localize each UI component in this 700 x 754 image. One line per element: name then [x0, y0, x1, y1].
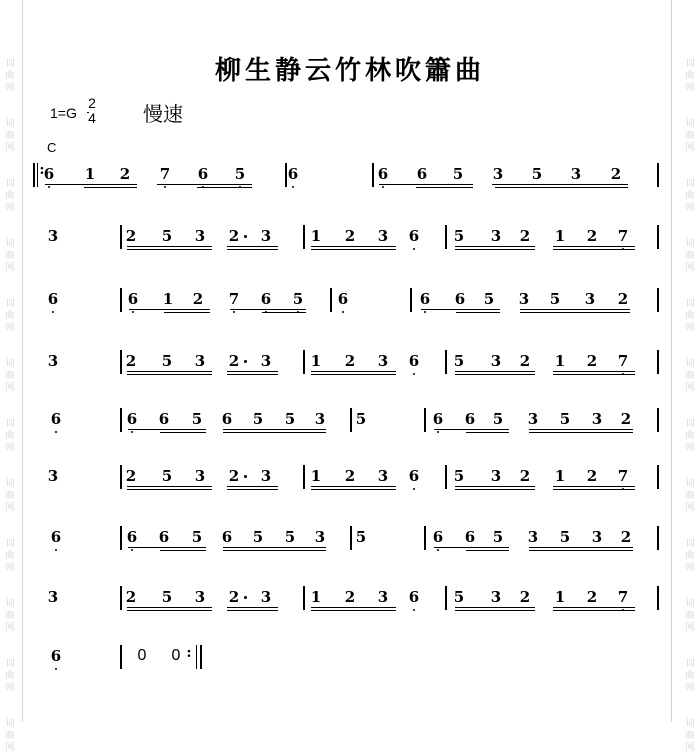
right-page-edge: [671, 0, 672, 722]
barline: [657, 465, 659, 489]
beam-underline: [553, 374, 635, 375]
lower-octave-dot: [424, 311, 426, 313]
jianpu-note: 5: [284, 410, 296, 428]
jianpu-note: 6: [419, 290, 431, 308]
lower-octave-dot: [55, 431, 57, 433]
watermark-text: 词 曲 网: [5, 359, 15, 393]
jianpu-note: 1: [310, 588, 322, 606]
jianpu-note: 2: [586, 588, 598, 606]
barline: [303, 350, 305, 374]
watermark-text: 词 曲 网: [5, 299, 15, 333]
rest-note: 0: [171, 647, 181, 664]
jianpu-note: 6: [287, 165, 299, 183]
jianpu-note: 1: [554, 588, 566, 606]
jianpu-note: 2: [519, 227, 531, 245]
barline: [120, 350, 122, 374]
beam-underline: [127, 371, 212, 372]
beam-underline: [227, 249, 278, 250]
jianpu-note: 1: [554, 352, 566, 370]
beam-underline: [553, 246, 635, 247]
watermark-text: 词 曲 网: [5, 539, 15, 573]
lower-octave-dot: [164, 186, 166, 188]
jianpu-note: 2: [519, 588, 531, 606]
watermark-text: 词 曲 网: [685, 479, 695, 513]
jianpu-note: 3: [314, 410, 326, 428]
beam-underline: [311, 607, 396, 608]
jianpu-note: 5: [284, 528, 296, 546]
barline: [657, 225, 659, 249]
beam-underline: [455, 610, 535, 611]
barline: [445, 586, 447, 610]
lower-octave-dot: [131, 549, 133, 551]
watermark-text: 词 曲 网: [685, 419, 695, 453]
barline: [445, 225, 447, 249]
beam-underline: [434, 547, 509, 548]
jianpu-note: 3: [377, 352, 389, 370]
beam-underline: [127, 489, 212, 490]
jianpu-note: 6: [126, 410, 138, 428]
beam-underline: [495, 187, 628, 188]
jianpu-note: 5: [252, 528, 264, 546]
jianpu-note: 5: [191, 410, 203, 428]
jianpu-note: 6: [197, 165, 209, 183]
jianpu-note: 6: [260, 290, 272, 308]
jianpu-note: 5: [452, 165, 464, 183]
jianpu-note: 6: [126, 528, 138, 546]
beam-underline: [160, 550, 206, 551]
jianpu-note: 3: [518, 290, 530, 308]
time-signature-denominator: 4: [88, 110, 96, 126]
watermark-text: 词 曲 网: [5, 179, 15, 213]
jianpu-note: 2: [344, 352, 356, 370]
jianpu-note: 1: [310, 467, 322, 485]
jianpu-note: 3: [591, 528, 603, 546]
jianpu-note: 3: [490, 227, 502, 245]
beam-underline: [160, 432, 206, 433]
jianpu-note: 7: [617, 588, 629, 606]
chord-label: C: [47, 140, 57, 155]
jianpu-note: 2: [617, 290, 629, 308]
barline: [657, 350, 659, 374]
jianpu-note: 3: [194, 352, 206, 370]
lower-octave-dot: [413, 248, 415, 250]
repeat-start-dots: :: [39, 162, 45, 178]
jianpu-note: 3: [47, 227, 59, 245]
watermark-text: 词 曲 网: [685, 179, 695, 213]
beam-underline: [553, 607, 635, 608]
jianpu-note: 3: [194, 588, 206, 606]
jianpu-note: 6: [408, 227, 420, 245]
beam-underline: [455, 246, 535, 247]
jianpu-note: 6: [50, 528, 62, 546]
barline: [424, 408, 426, 432]
beam-underline: [311, 489, 396, 490]
beam-underline: [553, 371, 635, 372]
augmentation-dot: [244, 475, 247, 478]
jianpu-note: 2: [586, 352, 598, 370]
jianpu-note: 1: [554, 227, 566, 245]
jianpu-note: 5: [355, 528, 367, 546]
beam-underline: [227, 489, 278, 490]
tempo-marking: 慢速: [143, 102, 183, 126]
lower-octave-dot: [413, 609, 415, 611]
beam-underline: [157, 184, 252, 185]
lower-octave-dot: [55, 549, 57, 551]
barline: [303, 586, 305, 610]
beam-underline: [492, 184, 628, 185]
barline: [120, 586, 122, 610]
beam-underline: [129, 309, 210, 310]
jianpu-note: 2: [344, 467, 356, 485]
jianpu-note: 7: [228, 290, 240, 308]
beam-underline: [311, 486, 396, 487]
jianpu-note: 3: [490, 588, 502, 606]
key-signature: 1=G: [50, 105, 77, 121]
jianpu-note: 3: [260, 588, 272, 606]
jianpu-note: 6: [408, 467, 420, 485]
jianpu-note: 5: [355, 410, 367, 428]
beam-underline: [223, 432, 326, 433]
beam-underline: [529, 550, 633, 551]
beam-underline: [127, 249, 212, 250]
jianpu-note: 3: [490, 352, 502, 370]
jianpu-note: 5: [483, 290, 495, 308]
barline: [445, 465, 447, 489]
watermark-text: 词 曲 网: [685, 659, 695, 693]
augmentation-dot: [244, 596, 247, 599]
beam-underline: [227, 610, 278, 611]
jianpu-note: 2: [586, 227, 598, 245]
jianpu-note: 6: [416, 165, 428, 183]
jianpu-note: 1: [162, 290, 174, 308]
beam-underline: [164, 312, 210, 313]
beam-underline: [456, 312, 500, 313]
watermark-text: 词 曲 网: [685, 539, 695, 573]
jianpu-note: 5: [453, 588, 465, 606]
watermark-text: 词 曲 网: [685, 299, 695, 333]
watermark-text: 词 曲 网: [5, 59, 15, 93]
jianpu-note: 3: [490, 467, 502, 485]
barline: [424, 526, 426, 550]
jianpu-note: 3: [377, 588, 389, 606]
lower-octave-dot: [437, 431, 439, 433]
jianpu-note: 2: [586, 467, 598, 485]
beam-underline: [311, 610, 396, 611]
jianpu-note: 6: [464, 528, 476, 546]
jianpu-note: 5: [559, 528, 571, 546]
watermark-text: 词 曲 网: [685, 119, 695, 153]
jianpu-note: 6: [377, 165, 389, 183]
beam-underline: [127, 610, 212, 611]
jianpu-note: 1: [310, 227, 322, 245]
time-signature-bar: [87, 112, 89, 113]
jianpu-note: 5: [453, 352, 465, 370]
jianpu-note: 2: [125, 227, 137, 245]
beam-underline: [223, 547, 326, 548]
beam-underline: [553, 486, 635, 487]
watermark-text: 词 曲 网: [5, 599, 15, 633]
jianpu-note: 5: [161, 227, 173, 245]
barline: [303, 225, 305, 249]
jianpu-note: 3: [591, 410, 603, 428]
lower-octave-dot: [382, 186, 384, 188]
jianpu-note: 3: [47, 352, 59, 370]
lower-octave-dot: [233, 311, 235, 313]
jianpu-note: 5: [292, 290, 304, 308]
beam-underline: [230, 309, 306, 310]
lower-octave-dot: [48, 186, 50, 188]
jianpu-note: 2: [228, 467, 240, 485]
jianpu-note: 6: [432, 410, 444, 428]
jianpu-note: 6: [464, 410, 476, 428]
jianpu-note: 1: [84, 165, 96, 183]
lower-octave-dot: [52, 311, 54, 313]
beam-underline: [466, 432, 509, 433]
jianpu-note: 3: [377, 467, 389, 485]
jianpu-note: 6: [454, 290, 466, 308]
jianpu-note: 3: [377, 227, 389, 245]
jianpu-note: 5: [234, 165, 246, 183]
beam-underline: [553, 489, 635, 490]
jianpu-note: 3: [194, 467, 206, 485]
beam-underline: [434, 429, 509, 430]
beam-underline: [529, 432, 633, 433]
barline: [657, 163, 659, 187]
jianpu-note: 3: [584, 290, 596, 308]
watermark-text: 词 曲 网: [685, 719, 695, 753]
jianpu-note: 3: [527, 528, 539, 546]
beam-underline: [553, 249, 635, 250]
beam-underline: [553, 610, 635, 611]
jianpu-note: 2: [125, 588, 137, 606]
jianpu-note: 5: [191, 528, 203, 546]
jianpu-note: 3: [194, 227, 206, 245]
jianpu-note: 7: [617, 227, 629, 245]
watermark-text: 词 曲 网: [685, 239, 695, 273]
jianpu-note: 6: [50, 647, 62, 665]
beam-underline: [379, 184, 473, 185]
watermark-text: 词 曲 网: [685, 59, 695, 93]
watermark-text: 词 曲 网: [685, 599, 695, 633]
barline: [350, 526, 352, 550]
beam-underline: [127, 607, 212, 608]
beam-underline: [529, 429, 633, 430]
lower-octave-dot: [437, 549, 439, 551]
jianpu-note: 5: [492, 410, 504, 428]
jianpu-note: 3: [492, 165, 504, 183]
left-page-edge: [22, 0, 23, 722]
barline: [350, 408, 352, 432]
beam-underline: [227, 486, 278, 487]
jianpu-note: 5: [161, 352, 173, 370]
lower-octave-dot: [413, 488, 415, 490]
time-signature-numerator: 2: [88, 95, 96, 111]
jianpu-note: 2: [519, 467, 531, 485]
beam-underline: [416, 187, 473, 188]
beam-underline: [466, 550, 509, 551]
watermark-text: 词 曲 网: [5, 659, 15, 693]
jianpu-note: 6: [158, 410, 170, 428]
beam-underline: [197, 187, 252, 188]
beam-underline: [128, 429, 206, 430]
beam-underline: [455, 486, 535, 487]
beam-underline: [455, 607, 535, 608]
beam-underline: [227, 607, 278, 608]
beam-underline: [127, 246, 212, 247]
jianpu-note: 6: [221, 410, 233, 428]
augmentation-dot: [244, 235, 247, 238]
jianpu-note: 2: [125, 467, 137, 485]
jianpu-note: 7: [159, 165, 171, 183]
lower-octave-dot: [132, 311, 134, 313]
jianpu-note: 3: [260, 227, 272, 245]
watermark-text: 词 曲 网: [5, 419, 15, 453]
jianpu-note: 5: [252, 410, 264, 428]
repeat-end-thin-barline: [196, 645, 197, 669]
beam-underline: [520, 312, 630, 313]
beam-underline: [45, 184, 137, 185]
jianpu-note: 5: [549, 290, 561, 308]
jianpu-note: 6: [221, 528, 233, 546]
repeat-end-barline: [200, 645, 202, 669]
jianpu-note: 5: [492, 528, 504, 546]
lower-octave-dot: [292, 186, 294, 188]
barline: [330, 288, 332, 312]
barline: [657, 526, 659, 550]
jianpu-note: 2: [119, 165, 131, 183]
jianpu-note: 3: [527, 410, 539, 428]
jianpu-note: 2: [620, 528, 632, 546]
repeat-end-dots: :: [186, 645, 192, 661]
jianpu-note: 5: [453, 227, 465, 245]
beam-underline: [223, 550, 326, 551]
jianpu-note: 6: [158, 528, 170, 546]
beam-underline: [227, 246, 278, 247]
jianpu-note: 5: [559, 410, 571, 428]
jianpu-note: 2: [228, 227, 240, 245]
jianpu-note: 6: [47, 290, 59, 308]
jianpu-note: 2: [610, 165, 622, 183]
repeat-start-barline: [33, 163, 35, 187]
lower-octave-dot: [131, 431, 133, 433]
jianpu-note: 7: [617, 352, 629, 370]
jianpu-note: 5: [453, 467, 465, 485]
beam-underline: [455, 374, 535, 375]
jianpu-note: 2: [519, 352, 531, 370]
rest-note: 0: [137, 647, 147, 664]
beam-underline: [227, 374, 278, 375]
barline: [372, 163, 374, 187]
watermark-text: 词 曲 网: [5, 239, 15, 273]
song-title: 柳生静云竹林吹簫曲: [214, 56, 485, 86]
beam-underline: [227, 371, 278, 372]
barline: [120, 526, 122, 550]
beam-underline: [127, 374, 212, 375]
jianpu-note: 2: [228, 352, 240, 370]
beam-underline: [311, 371, 396, 372]
jianpu-note: 2: [344, 588, 356, 606]
jianpu-note: 7: [617, 467, 629, 485]
jianpu-note: 3: [47, 467, 59, 485]
jianpu-note: 3: [314, 528, 326, 546]
jianpu-note: 6: [43, 165, 55, 183]
beam-underline: [128, 547, 206, 548]
beam-underline: [455, 249, 535, 250]
watermark-text: 词 曲 网: [5, 119, 15, 153]
jianpu-note: 3: [570, 165, 582, 183]
lower-octave-dot: [55, 668, 57, 670]
augmentation-dot: [244, 360, 247, 363]
barline: [120, 408, 122, 432]
watermark-text: 词 曲 网: [5, 479, 15, 513]
jianpu-note: 3: [260, 467, 272, 485]
watermark-text: 词 曲 网: [5, 719, 15, 753]
jianpu-note: 5: [161, 588, 173, 606]
jianpu-note: 6: [337, 290, 349, 308]
beam-underline: [529, 547, 633, 548]
barline: [120, 225, 122, 249]
barline: [445, 350, 447, 374]
beam-underline: [455, 371, 535, 372]
jianpu-note: 6: [408, 588, 420, 606]
watermark-text: 词 曲 网: [685, 359, 695, 393]
jianpu-note: 2: [192, 290, 204, 308]
lower-octave-dot: [413, 373, 415, 375]
barline: [120, 288, 122, 312]
jianpu-note: 6: [408, 352, 420, 370]
beam-underline: [311, 374, 396, 375]
jianpu-note: 2: [125, 352, 137, 370]
beam-underline: [421, 309, 500, 310]
jianpu-note: 2: [620, 410, 632, 428]
barline: [120, 645, 122, 669]
beam-underline: [84, 187, 137, 188]
beam-underline: [455, 489, 535, 490]
jianpu-note: 2: [344, 227, 356, 245]
beam-underline: [311, 249, 396, 250]
barline: [657, 586, 659, 610]
barline: [657, 288, 659, 312]
beam-underline: [520, 309, 630, 310]
jianpu-note: 6: [432, 528, 444, 546]
barline: [410, 288, 412, 312]
jianpu-note: 5: [531, 165, 543, 183]
jianpu-note: 1: [554, 467, 566, 485]
jianpu-note: 2: [228, 588, 240, 606]
barline: [657, 408, 659, 432]
beam-underline: [127, 486, 212, 487]
jianpu-note: 5: [161, 467, 173, 485]
beam-underline: [311, 246, 396, 247]
beam-underline: [262, 312, 306, 313]
lower-octave-dot: [342, 311, 344, 313]
barline: [120, 465, 122, 489]
jianpu-note: 3: [260, 352, 272, 370]
jianpu-note: 6: [127, 290, 139, 308]
time-signature: [87, 96, 97, 126]
jianpu-note: 6: [50, 410, 62, 428]
jianpu-note: 1: [310, 352, 322, 370]
barline: [303, 465, 305, 489]
jianpu-note: 3: [47, 588, 59, 606]
beam-underline: [223, 429, 326, 430]
